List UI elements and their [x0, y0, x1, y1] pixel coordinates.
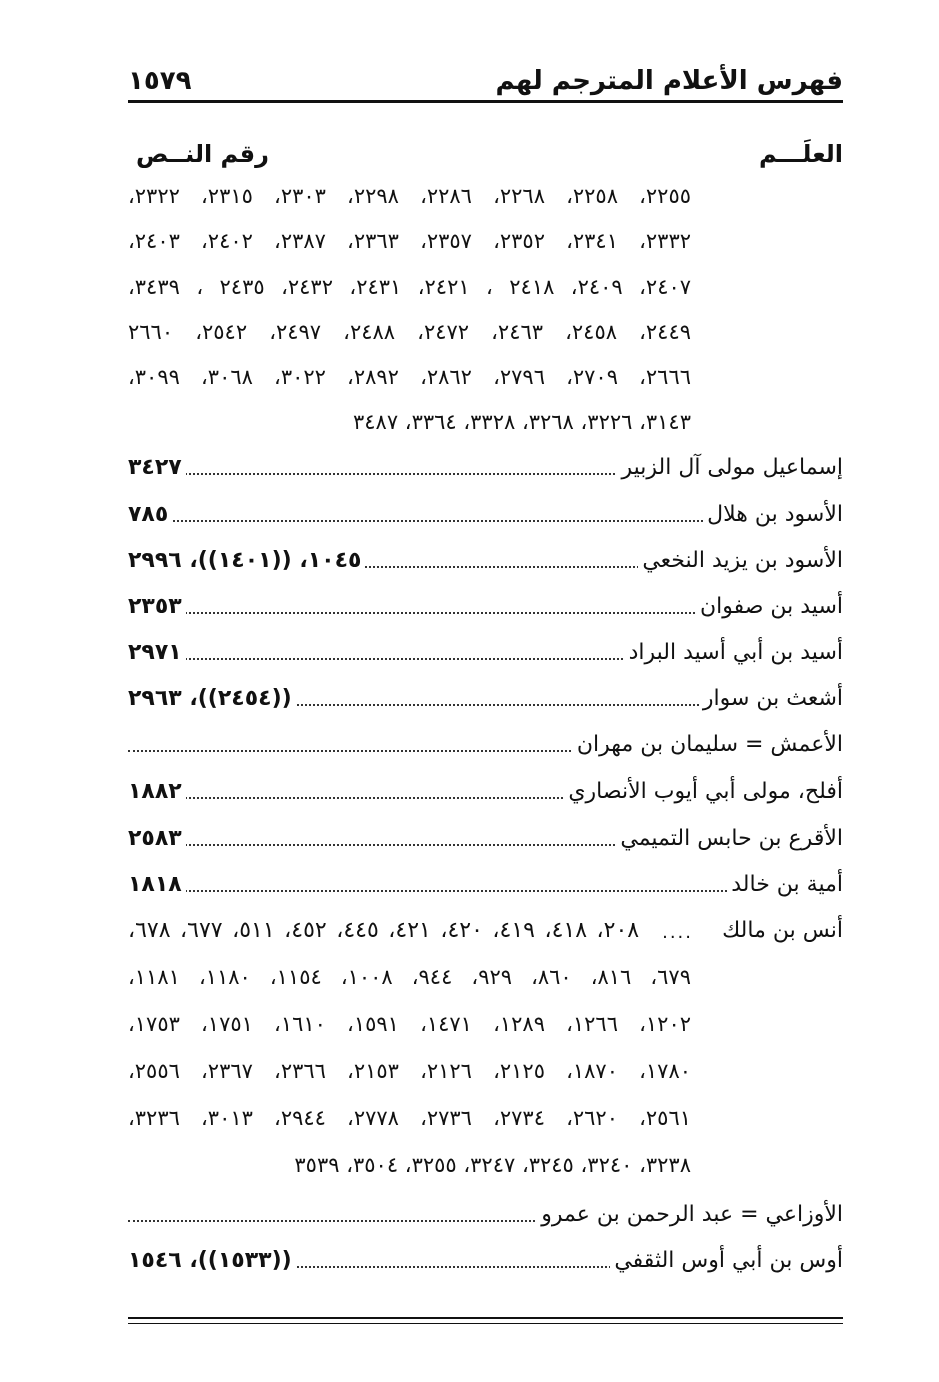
entry-name: الأوزاعي = عبد الرحمن بن عمرو [537, 1202, 843, 1227]
entry-refs: ٢٥٨٣ [128, 826, 186, 851]
index-entry [128, 594, 843, 632]
index-entry [128, 548, 843, 586]
index-entry [128, 455, 843, 493]
entry-refs: ٢٠٨، ٤١٨، ٤١٩، ٤٢٠، ٤٢١، ٤٤٥، ٤٥٢، ٥١١، ٦٧٧، ٦٧٨، [128, 918, 643, 943]
entry-refs: ((١٥٣٣))، ١٥٤٦ [128, 1248, 296, 1273]
entry-name: الأقرع بن حابس التميمي [616, 826, 843, 851]
entry-refs: ٧٨٥ [128, 502, 172, 527]
index-entry [128, 502, 843, 540]
continuation-line: ٢٦٦٦، ٢٧٠٩، ٢٧٩٦، ٢٨٦٢، ٢٨٩٢، ٣٠٢٢، ٣٠٦٨، ٣٠٩٩، [128, 365, 691, 389]
index-entry-anas [128, 918, 843, 956]
entry-name: أشعث بن سوار [699, 686, 843, 711]
entry-name: أسيد بن صفوان [696, 594, 843, 619]
entry-name: أنس بن مالك [718, 918, 843, 943]
entry-name: أفلح، مولى أبي أيوب الأنصاري [564, 779, 843, 804]
footer-rule [128, 1317, 843, 1319]
continuation-line: ١٢٠٢، ١٢٦٦، ١٢٨٩، ١٤٧١، ١٥٩١، ١٦١٠، ١٧٥١، ١٧٥٣، [128, 1012, 691, 1036]
entry-refs: ٣٤٢٧ [128, 455, 186, 480]
entry-name: الأسود بن هلال [703, 502, 843, 527]
entry-refs: ٢٩٧١ [128, 640, 186, 665]
entry-refs: ١٨٨٢ [128, 779, 186, 804]
header-rule [128, 100, 843, 103]
page-number: ١٥٧٩ [128, 66, 192, 96]
entry-name: الأسود بن يزيد النخعي [638, 548, 843, 573]
entry-name: أوس بن أبي أوس الثقفي [610, 1248, 843, 1273]
continuation-line: ٢٣٣٢، ٢٣٤١، ٢٣٥٢، ٢٣٥٧، ٢٣٦٣، ٢٣٨٧، ٢٤٠٢، ٢٤٠٣، [128, 229, 691, 253]
leader-dots-short: .... [662, 922, 693, 943]
footer-rule [128, 1323, 843, 1324]
entry-refs: ١٨١٨ [128, 872, 186, 897]
continuation-line: ٢٤٠٧، ٢٤٠٩، ٢٤١٨ ، ٢٤٢١، ٢٤٣١، ٢٤٣٢، ٢٤٣٥ ، ٣٤٣٩، [128, 275, 691, 299]
index-entry [128, 686, 843, 724]
entry-name: أمية بن خالد [727, 872, 843, 897]
continuation-line: ٢٢٥٥، ٢٢٥٨، ٢٢٦٨، ٢٢٨٦، ٢٢٩٨، ٢٣٠٣، ٢٣١٥، ٢٣٢٢، [128, 184, 691, 208]
continuation-line: ٢٥٦١، ٢٦٢٠، ٢٧٣٤، ٢٧٣٦، ٢٧٧٨، ٢٩٤٤، ٣٠١٣، ٣٢٣٦، [128, 1106, 691, 1130]
entry-refs: ١٠٤٥، ((١٤٠١))، ٢٩٩٦ [128, 548, 365, 573]
entry-refs: ٢٣٥٣ [128, 594, 186, 619]
entry-name: أسيد بن أبي أسيد البراد [625, 640, 843, 665]
entry-refs: ((٢٤٥٤))، ٢٩٦٣ [128, 686, 296, 711]
index-entry [128, 1248, 843, 1286]
continuation-line: ١٧٨٠، ١٨٧٠، ٢١٢٥، ٢١٢٦، ٢١٥٣، ٢٣٦٦، ٢٣٦٧، ٢٥٥٦، [128, 1059, 691, 1083]
running-title: فهرس الأعلام المترجم لهم [495, 66, 843, 96]
entry-name: الأعمش = سليمان بن مهران [573, 732, 843, 757]
index-entry [128, 1202, 843, 1240]
column-heading-name: العلَـــم [758, 140, 843, 168]
continuation-line: ٣١٤٣، ٣٢٢٦، ٣٢٦٨، ٣٣٢٨، ٣٣٦٤، ٣٤٨٧ [352, 410, 691, 434]
index-entry [128, 826, 843, 864]
continuation-line: ٦٧٩، ٨١٦، ٨٦٠، ٩٢٩، ٩٤٤، ١٠٠٨، ١١٥٤، ١١٨٠، ١١٨١، [128, 965, 691, 989]
entry-name: إسماعيل مولى آل الزبير [617, 455, 843, 480]
index-entry [128, 872, 843, 910]
index-entry [128, 640, 843, 678]
continuation-line: ٣٢٣٨، ٣٢٤٠، ٣٢٤٥، ٣٢٤٧، ٣٢٥٥، ٣٥٠٤، ٣٥٣٩ [294, 1153, 691, 1177]
index-entry [128, 779, 843, 817]
column-heading-refs: رقم النــص [136, 140, 269, 168]
running-header [128, 66, 843, 100]
continuation-line: ٢٤٤٩، ٢٤٥٨، ٢٤٦٣، ٢٤٧٢، ٢٤٨٨، ٢٤٩٧، ٢٥٤٢، ٢٦٦٠ [128, 320, 691, 344]
index-entry [128, 732, 843, 770]
